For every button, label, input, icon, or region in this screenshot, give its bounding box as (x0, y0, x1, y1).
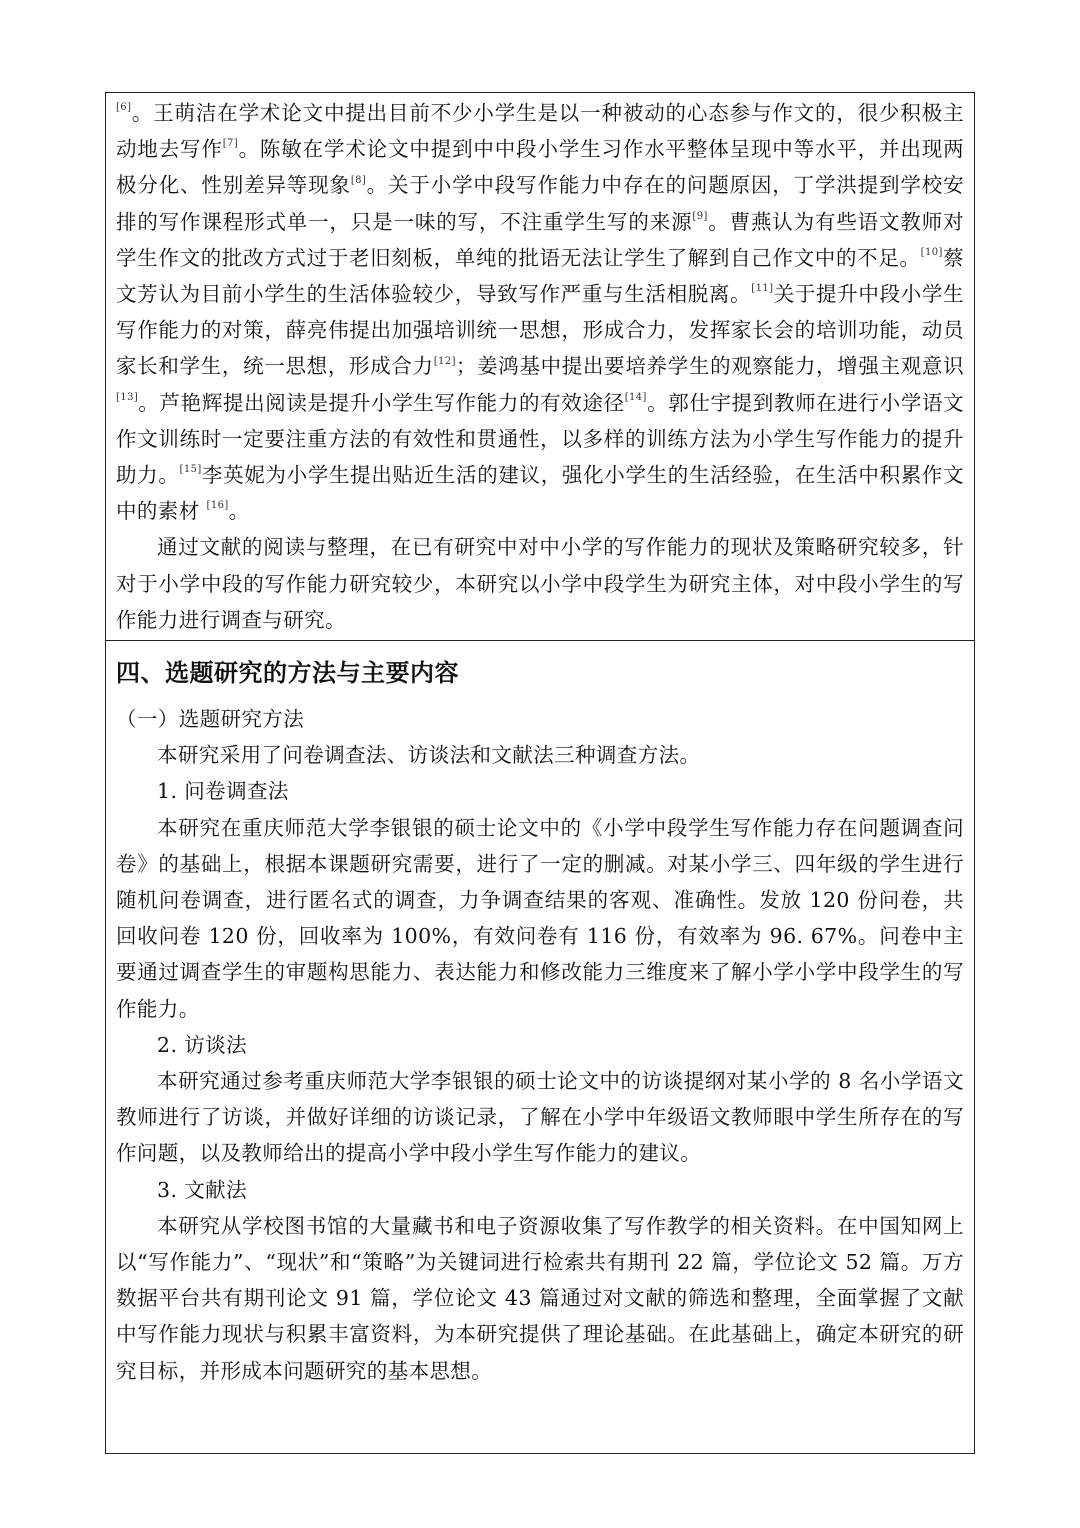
citation-ref: [10] (920, 246, 943, 258)
citation-ref: [8] (350, 174, 367, 186)
methods-subheading: （一）选题研究方法 (116, 707, 305, 731)
citation-ref: [16] (206, 500, 229, 512)
paragraph-text-segment: 。芦艳辉提出阅读是提升小学生写作能力的有效途径 (138, 390, 625, 415)
citation-ref: [9] (692, 210, 708, 222)
paragraph-text-segment: 。 (228, 499, 250, 524)
method-body-questionnaire: 本研究在重庆师范大学李银银的硕士论文中的《小学中段学生写作能力存在问题调查问卷》的基础上，根据本课题研究需要，进行了一定的删减。对某小学三、四年级的学生进行随机问卷调查，进行匿名式的调查，力争调查结果的客观、准确性。发放 120 份问卷，共回收问卷 120 份，回收率为 100%，有效问卷有 116 份，有效率为 96. 67%。问卷中主要通过调查学生的审题构思能力、表达能力和修改能力三维度来了解小学小学中段学生的写作能力。 (116, 815, 964, 1021)
paragraph-text-segment: 关于提升中段小学生写作能力的对策，薛亮伟提出加强培训统一思想，形成合力，发挥家长会的培训功能，动员家长和学生，统一思想，形成合力 (116, 282, 965, 379)
paragraph-text-segment: 。曹燕认为有些语文教师对学生作文的批改方式过于老旧刻板，单纯的批语无法让学生了解到自己作文中的不足。 (116, 209, 964, 270)
method-title-literature: 3. 文献法 (157, 1177, 247, 1202)
paragraph-text-segment: 。关于小学中段写作能力中存在的问题原因，丁学洪提到学校安排的写作课程形式单一，只是一味的写，不注重学生写的来源 (116, 173, 964, 234)
citation-ref: [13] (116, 391, 139, 403)
paragraph-text-segment: 李英妮为小学生提出贴近生活的建议，强化小学生的生活经验，在生活中积累作文中的素材 (116, 463, 964, 524)
citation-ref: [14] (624, 391, 647, 403)
paragraph-text-segment: 。陈敏在学术论文中提到中中段小学生习作水平整体呈现中等水平，并出现两极分化、性别差异等现象 (116, 137, 964, 198)
proposal-table (105, 92, 975, 1454)
literature-summary-paragraph: 通过文献的阅读与整理，在已有研究中对中小学的写作能力的现状及策略研究较多，针对于小学中段的写作能力研究较少，本研究以小学中段学生为研究主体，对中段小学生的写作能力进行调查与研究。 (116, 535, 964, 632)
citation-ref: [11] (751, 283, 774, 295)
section-four-heading: 四、选题研究的方法与主要内容 (116, 658, 459, 687)
paragraph-text-segment: ；姜鸿基中提出要培养学生的观察能力，增强主观意识 (455, 354, 964, 379)
method-title-questionnaire: 1. 问卷调查法 (157, 779, 289, 804)
citation-ref: [15] (179, 464, 202, 476)
literature-review-paragraph (116, 95, 964, 529)
citation-ref: [12] (433, 355, 456, 367)
paragraph-text-segment: 。郭仕宇提到教师在进行小学语文作文训练时一定要注重方法的有效性和贯通性，以多样的训练方法为小学生写作能力的提升助力。 (116, 390, 965, 488)
research-methods-cell (106, 641, 974, 1453)
literature-review-cell (106, 93, 974, 641)
method-title-interview: 2. 访谈法 (157, 1032, 247, 1057)
citation-ref: [6] (116, 102, 132, 114)
paragraph-text-segment: 蔡文芳认为目前小学生的生活体验较少，导致写作严重与生活相脱离。 (116, 245, 964, 307)
method-body-literature: 本研究从学校图书馆的大量藏书和电子资源收集了写作教学的相关资料。在中国知网上以“写作能力”、“现状”和“策略”为关键词进行检索共有期刊 22 篇，学位论文 52 篇。万方数据平台共有期刊论文 91 篇，学位论文 43 篇通过对文献的筛选和整理，全面掌握了文献中写作能力现状与积累丰富资料，为本研究提供了理论基础。在此基础上，确定本研究的研究目标，并形成本问题研究的基本思想。 (116, 1213, 964, 1383)
citation-ref: [7] (222, 138, 239, 150)
paragraph-text-segment: 。王萌洁在学术论文中提出目前不少小学生是以一种被动的心态参与作文的，很少积极主动地去写作 (116, 101, 964, 162)
methods-intro-paragraph: 本研究采用了问卷调查法、访谈法和文献法三种调查方法。 (157, 743, 701, 768)
method-body-interview: 本研究通过参考重庆师范大学李银银的硕士论文中的访谈提纲对某小学的 8 名小学语文教师进行了访谈，并做好详细的访谈记录，了解在小学中年级语文教师眼中学生所存在的写作问题，以及教师给出的提高小学中段小学生写作能力的建议。 (116, 1069, 964, 1166)
